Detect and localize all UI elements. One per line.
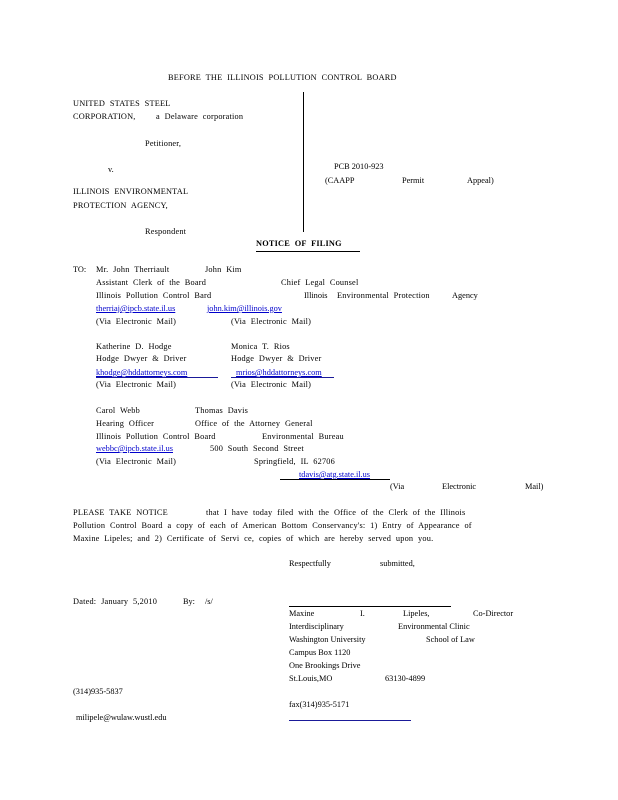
signer-name-b: I. [360,609,365,618]
petitioner-line2: CORPORATION, [73,112,136,121]
notice-body-emphasis: PLEASE TAKE NOTICE [73,508,168,517]
respondent-line1: ILLINOIS ENVIRONMENTAL [73,187,189,196]
by-label: By: [183,597,195,606]
recipient-name: Carol Webb [96,406,140,415]
recipient-org: Illinois Pollution Control Bard [96,291,212,300]
recipient-email[interactable]: john.kim@illinois.gov [207,304,282,313]
notice-body-line2: Pollution Control Board a copy of each of American Bottom Conservancy's: 1) Entry of Appearance of [73,521,472,530]
page-title: BEFORE THE ILLINOIS POLLUTION CONTROL BOARD [168,73,397,82]
recipient-email[interactable]: webbc@ipcb.state.il.us [96,444,173,453]
signer-dept-a: Interdisciplinary [289,622,344,631]
recipient-name: Monica T. Rios [231,342,290,351]
petitioner-line1: UNITED STATES STEEL [73,99,171,108]
email-underline [289,720,411,721]
recipient-org: Hodge Dwyer & Driver [96,354,187,363]
notice-title: NOTICE OF FILING [256,239,342,248]
respectfully-label: Respectfully [289,559,331,568]
recipient-name: Thomas Davis [195,406,249,415]
recipient-via: (Via Electronic Mail) [231,317,312,326]
recipient-street: 500 South Second Street [210,444,304,453]
notice-title-underline [256,251,360,252]
recipient-via-a: (Via [390,482,405,491]
email-underline [231,377,334,378]
signer-univ-b: School of Law [426,635,475,644]
signer-title: Co-Director [473,609,514,618]
signer-city-b: 63130-4899 [385,674,426,683]
recipient-org: Hodge Dwyer & Driver [231,354,322,363]
recipient-via: (Via Electronic Mail) [96,457,177,466]
recipient-title: Office of the Attorney General [195,419,313,428]
contact-email[interactable]: milipele@wulaw.wustl.edu [76,713,167,722]
case-number: PCB 2010-923 [334,162,384,171]
recipient-name: Mr. John Therriault [96,265,170,274]
to-label: TO: [73,265,87,274]
signer-street: One Brookings Drive [289,661,361,670]
recipient-email[interactable]: khodge@hddattorneys.com [96,368,188,377]
recipient-via: (Via Electronic Mail) [96,317,177,326]
signer-box: Campus Box 1120 [289,648,351,657]
recipient-org-c: Agency [452,291,478,300]
case-type-b: Permit [402,176,425,185]
signature-mark: /s/ [205,597,213,606]
recipient-title: Hearing Officer [96,419,155,428]
respondent-line2: PROTECTION AGENCY, [73,201,168,210]
notice-body-line1: that I have today filed with the Office of the Clerk of the Illinois [206,508,466,517]
recipient-org: Environmental Bureau [262,432,344,441]
case-type-c: Appeal) [467,176,494,185]
phone-number: (314)935-5837 [73,687,123,696]
fax-number: fax(314)935-5171 [289,700,350,709]
caption-divider [303,92,304,232]
recipient-name: Katherine D. Hodge [96,342,172,351]
signer-univ-a: Washington University [289,635,366,644]
email-underline [96,377,218,378]
recipient-email[interactable]: mrios@hddattorneys.com [236,368,322,377]
petitioner-role: Petitioner, [145,139,182,148]
recipient-via: (Via Electronic Mail) [96,380,177,389]
signer-name-a: Maxine [289,609,315,618]
notice-body-line3: Maxine Lipeles; and 2) Certificate of Servi ce, copies of which are hereby served upon you. [73,534,434,543]
recipient-via-b: Electronic [442,482,477,491]
recipient-name: John Kim [205,265,242,274]
email-underline [280,479,390,480]
recipient-email[interactable]: tdavis@atg.state.il.us [299,470,371,479]
recipient-org: Illinois Pollution Control Board [96,432,216,441]
submitted-label: submitted, [380,559,415,568]
signer-dept-b: Environmental Clinic [398,622,470,631]
petitioner-line2b: a Delaware corporation [156,112,244,121]
recipient-email[interactable]: therriaj@ipcb.state.il.us [96,304,176,313]
recipient-title: Assistant Clerk of the Board [96,278,207,287]
respondent-role: Respondent [145,227,187,236]
signer-city-a: St.Louis,MO [289,674,333,683]
case-type-a: (CAAPP [325,176,355,185]
signature-line [289,606,451,607]
signer-name-c: Lipeles, [403,609,430,618]
recipient-via-c: Mail) [525,482,544,491]
recipient-org-a: Illinois [304,291,328,300]
recipient-org-b: Environmental Protection [337,291,430,300]
recipient-via: (Via Electronic Mail) [231,380,312,389]
recipient-title: Chief Legal Counsel [281,278,359,287]
recipient-city: Springfield, IL 62706 [254,457,335,466]
dated-label: Dated: January 5,2010 [73,597,158,606]
versus: v. [108,165,114,174]
